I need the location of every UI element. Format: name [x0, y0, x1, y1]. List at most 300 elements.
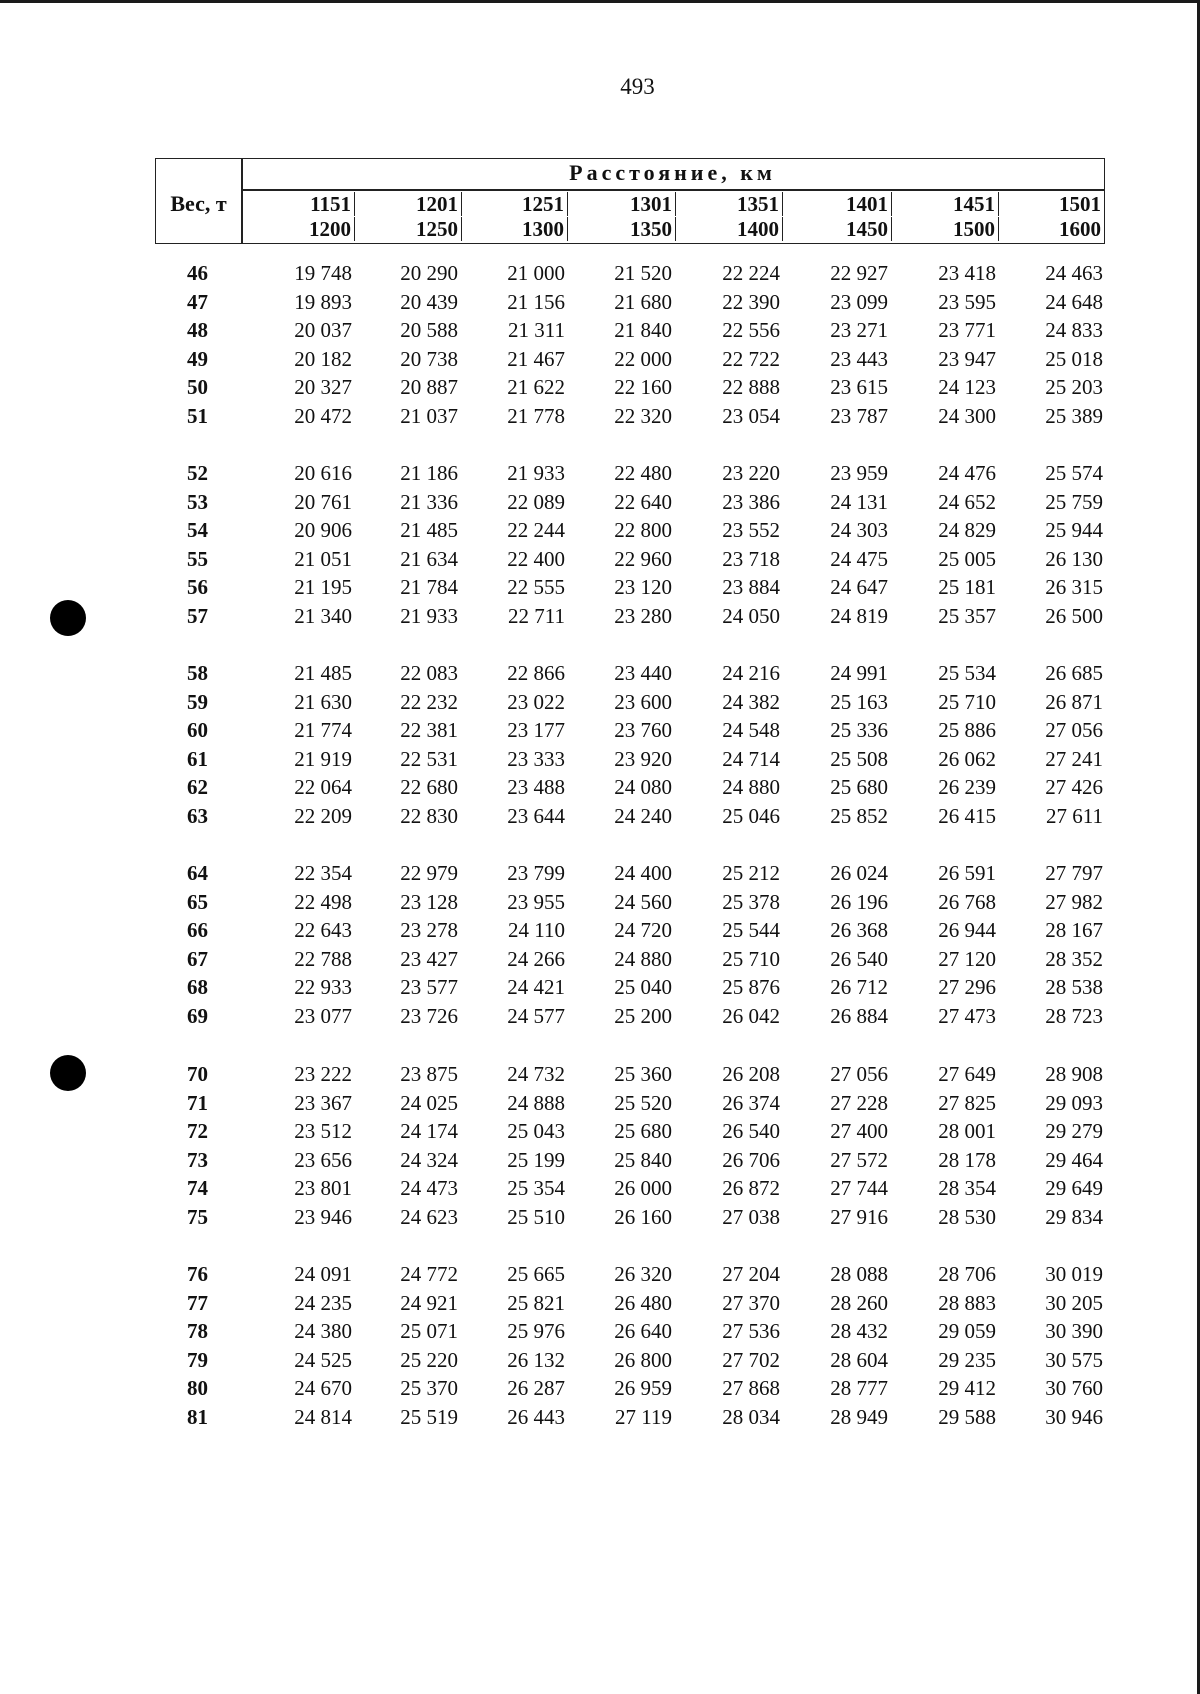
tariff-cell: 21 051	[294, 546, 352, 571]
tariff-cell: 26 130	[1045, 546, 1103, 571]
table-row	[0, 547, 1200, 575]
weight-cell: 49	[187, 346, 208, 371]
tariff-cell: 27 916	[830, 1205, 888, 1229]
weight-cell: 74	[187, 1176, 208, 1201]
tariff-cell: 29 834	[1045, 1205, 1103, 1229]
tariff-cell: 25 378	[722, 889, 780, 914]
tariff-cell: 27 296	[938, 975, 996, 1000]
tariff-cell: 22 232	[400, 689, 458, 714]
tariff-cell: 22 555	[507, 575, 565, 600]
tariff-cell: 28 949	[830, 1405, 888, 1429]
range-to: 1600	[1059, 217, 1105, 241]
tariff-cell: 21 000	[507, 261, 565, 285]
tariff-cell: 25 886	[938, 718, 996, 743]
tariff-cell: 24 720	[614, 918, 672, 943]
tariff-cell: 22 711	[508, 604, 565, 628]
tariff-cell: 24 648	[1045, 289, 1103, 314]
tariff-cell: 23 488	[507, 775, 565, 800]
tariff-cell: 24 991	[830, 661, 888, 685]
table-row	[0, 290, 1200, 318]
tariff-cell: 23 386	[722, 489, 780, 514]
tariff-cell: 25 220	[400, 1347, 458, 1372]
tariff-cell: 26 062	[938, 746, 996, 771]
tariff-cell: 25 519	[400, 1405, 458, 1429]
weight-cell: 69	[187, 1004, 208, 1028]
tariff-cell: 24 421	[507, 975, 565, 1000]
weight-cell: 67	[187, 946, 208, 971]
tariff-cell: 23 884	[722, 575, 780, 600]
tariff-cell: 28 354	[938, 1176, 996, 1201]
tariff-cell: 20 327	[294, 375, 352, 400]
tariff-cell: 26 800	[614, 1347, 672, 1372]
range-to: 1450	[846, 217, 892, 241]
table-row	[0, 404, 1200, 432]
weight-cell: 55	[187, 546, 208, 571]
tariff-cell: 25 005	[938, 546, 996, 571]
tariff-cell: 23 947	[938, 346, 996, 371]
table-row	[0, 1091, 1200, 1119]
tariff-cell: 21 195	[294, 575, 352, 600]
tariff-cell: 22 224	[722, 261, 780, 285]
tariff-cell: 21 520	[614, 261, 672, 285]
tariff-cell: 25 018	[1045, 346, 1103, 371]
tariff-cell: 27 982	[1045, 889, 1103, 914]
header-divider	[241, 189, 1104, 191]
tariff-cell: 23 512	[294, 1119, 352, 1144]
table-row	[0, 747, 1200, 775]
tariff-cell: 23 280	[614, 604, 672, 628]
tariff-cell: 23 615	[830, 375, 888, 400]
tariff-cell: 24 560	[614, 889, 672, 914]
tariff-cell: 25 389	[1045, 404, 1103, 428]
tariff-cell: 25 046	[722, 804, 780, 828]
tariff-cell: 27 536	[722, 1319, 780, 1344]
tariff-cell: 23 222	[294, 1062, 352, 1086]
distance-range-header	[1025, 192, 1105, 242]
tariff-cell: 21 840	[614, 318, 672, 343]
tariff-cell: 24 123	[938, 375, 996, 400]
tariff-cell: 22 643	[294, 918, 352, 943]
tariff-cell: 26 871	[1045, 689, 1103, 714]
tariff-cell: 24 050	[722, 604, 780, 628]
table-row	[0, 1319, 1200, 1347]
tariff-cell: 25 680	[830, 775, 888, 800]
table-row	[0, 918, 1200, 946]
tariff-cell: 24 888	[507, 1090, 565, 1115]
table-row	[0, 690, 1200, 718]
tariff-cell: 25 534	[938, 661, 996, 685]
tariff-cell: 28 883	[938, 1290, 996, 1315]
tariff-cell: 21 485	[294, 661, 352, 685]
tariff-cell: 19 893	[294, 289, 352, 314]
weight-column-header: Вес, т	[170, 191, 227, 216]
weight-cell: 58	[187, 661, 208, 685]
tariff-cell: 25 336	[830, 718, 888, 743]
tariff-cell: 20 037	[294, 318, 352, 343]
tariff-cell: 23 427	[400, 946, 458, 971]
weight-cell: 61	[187, 746, 208, 771]
table-row	[0, 461, 1200, 489]
tariff-cell: 20 290	[400, 261, 458, 285]
tariff-cell: 28 034	[722, 1405, 780, 1429]
tariff-cell: 25 710	[938, 689, 996, 714]
tariff-cell: 24 235	[294, 1290, 352, 1315]
tariff-cell: 21 467	[507, 346, 565, 371]
tariff-cell: 26 500	[1045, 604, 1103, 628]
tariff-cell: 22 000	[614, 346, 672, 371]
tariff-cell: 24 110	[508, 918, 565, 943]
tariff-cell: 30 575	[1045, 1347, 1103, 1372]
tariff-cell: 25 199	[507, 1147, 565, 1172]
tariff-cell: 27 868	[722, 1376, 780, 1401]
tariff-cell: 24 025	[400, 1090, 458, 1115]
weight-cell: 68	[187, 975, 208, 1000]
tariff-cell: 25 944	[1045, 518, 1103, 543]
tariff-cell: 22 160	[614, 375, 672, 400]
weight-cell: 46	[187, 261, 208, 285]
distance-range-header	[812, 192, 892, 242]
distance-range-header	[488, 192, 568, 242]
tariff-cell: 21 634	[400, 546, 458, 571]
tariff-cell: 27 241	[1045, 746, 1103, 771]
table-row	[0, 718, 1200, 746]
tariff-cell: 27 056	[830, 1062, 888, 1086]
tariff-cell: 25 821	[507, 1290, 565, 1315]
tariff-cell: 23 367	[294, 1090, 352, 1115]
tariff-cell: 26 315	[1045, 575, 1103, 600]
tariff-cell: 29 588	[938, 1405, 996, 1429]
tariff-cell: 24 174	[400, 1119, 458, 1144]
tariff-cell: 26 944	[938, 918, 996, 943]
distance-header: Расстояние, км	[569, 160, 776, 185]
tariff-cell: 24 080	[614, 775, 672, 800]
table-row	[0, 604, 1200, 632]
tariff-cell: 28 167	[1045, 918, 1103, 943]
tariff-cell: 24 266	[507, 946, 565, 971]
table-row	[0, 1205, 1200, 1233]
tariff-cell: 25 200	[614, 1004, 672, 1028]
tariff-cell: 27 649	[938, 1062, 996, 1086]
tariff-cell: 23 801	[294, 1176, 352, 1201]
tariff-cell: 21 774	[294, 718, 352, 743]
tariff-cell: 22 556	[722, 318, 780, 343]
tariff-cell: 25 840	[614, 1147, 672, 1172]
tariff-cell: 20 906	[294, 518, 352, 543]
weight-cell: 70	[187, 1062, 208, 1086]
tariff-cell: 23 443	[830, 346, 888, 371]
tariff-cell: 24 091	[294, 1262, 352, 1286]
tariff-cell: 28 530	[938, 1205, 996, 1229]
tariff-cell: 22 320	[614, 404, 672, 428]
tariff-cell: 21 933	[507, 461, 565, 485]
tariff-cell: 23 022	[507, 689, 565, 714]
tariff-cell: 25 520	[614, 1090, 672, 1115]
tariff-cell: 26 368	[830, 918, 888, 943]
tariff-cell: 25 212	[722, 861, 780, 885]
tariff-cell: 23 577	[400, 975, 458, 1000]
tariff-cell: 22 498	[294, 889, 352, 914]
range-to: 1250	[416, 217, 462, 241]
tariff-cell: 27 426	[1045, 775, 1103, 800]
tariff-cell: 25 181	[938, 575, 996, 600]
tariff-cell: 22 480	[614, 461, 672, 485]
tariff-cell: 24 772	[400, 1262, 458, 1286]
tariff-cell: 22 390	[722, 289, 780, 314]
weight-cell: 47	[187, 289, 208, 314]
tariff-cell: 29 412	[938, 1376, 996, 1401]
tariff-cell: 26 872	[722, 1176, 780, 1201]
tariff-cell: 23 920	[614, 746, 672, 771]
tariff-cell: 24 652	[938, 489, 996, 514]
tariff-cell: 26 706	[722, 1147, 780, 1172]
tariff-cell: 24 300	[938, 404, 996, 428]
weight-cell: 59	[187, 689, 208, 714]
weight-cell: 56	[187, 575, 208, 600]
tariff-cell: 23 054	[722, 404, 780, 428]
distance-range-header	[596, 192, 676, 242]
table-row	[0, 661, 1200, 689]
tariff-cell: 30 760	[1045, 1376, 1103, 1401]
tariff-cell: 22 888	[722, 375, 780, 400]
tariff-cell: 24 714	[722, 746, 780, 771]
tariff-cell: 27 056	[1045, 718, 1103, 743]
range-from: 1401	[846, 192, 892, 216]
tariff-cell: 24 463	[1045, 261, 1103, 285]
tariff-cell: 22 960	[614, 546, 672, 571]
tariff-cell: 28 604	[830, 1347, 888, 1372]
distance-range-header	[275, 192, 355, 242]
table-row	[0, 1062, 1200, 1090]
tariff-cell: 26 287	[507, 1376, 565, 1401]
tariff-cell: 23 271	[830, 318, 888, 343]
weight-cell: 51	[187, 404, 208, 428]
table-row	[0, 261, 1200, 289]
tariff-cell: 27 370	[722, 1290, 780, 1315]
tariff-cell: 22 800	[614, 518, 672, 543]
tariff-cell: 24 921	[400, 1290, 458, 1315]
table-row	[0, 490, 1200, 518]
tariff-cell: 29 059	[938, 1319, 996, 1344]
tariff-cell: 22 400	[507, 546, 565, 571]
tariff-cell: 21 622	[507, 375, 565, 400]
tariff-cell: 24 382	[722, 689, 780, 714]
tariff-cell: 25 203	[1045, 375, 1103, 400]
tariff-cell: 22 083	[400, 661, 458, 685]
tariff-cell: 24 647	[830, 575, 888, 600]
weight-cell: 71	[187, 1090, 208, 1115]
table-row	[0, 518, 1200, 546]
range-from: 1301	[630, 192, 676, 216]
tariff-cell: 27 797	[1045, 861, 1103, 885]
tariff-cell: 22 640	[614, 489, 672, 514]
tariff-cell: 25 357	[938, 604, 996, 628]
range-from: 1201	[416, 192, 462, 216]
tariff-cell: 25 544	[722, 918, 780, 943]
tariff-cell: 25 876	[722, 975, 780, 1000]
tariff-cell: 22 244	[507, 518, 565, 543]
tariff-cell: 21 336	[400, 489, 458, 514]
range-from: 1451	[953, 192, 999, 216]
tariff-cell: 22 381	[400, 718, 458, 743]
table-row	[0, 1262, 1200, 1290]
tariff-cell: 22 354	[294, 861, 352, 885]
page-number: 493	[620, 74, 655, 99]
tariff-cell: 26 540	[830, 946, 888, 971]
tariff-cell: 22 089	[507, 489, 565, 514]
weight-cell: 76	[187, 1262, 208, 1286]
tariff-cell: 27 572	[830, 1147, 888, 1172]
tariff-cell: 27 744	[830, 1176, 888, 1201]
tariff-cell: 28 260	[830, 1290, 888, 1315]
tariff-cell: 26 712	[830, 975, 888, 1000]
tariff-cell: 25 040	[614, 975, 672, 1000]
tariff-cell: 29 649	[1045, 1176, 1103, 1201]
tariff-cell: 22 722	[722, 346, 780, 371]
tariff-cell: 20 616	[294, 461, 352, 485]
tariff-cell: 26 480	[614, 1290, 672, 1315]
tariff-cell: 30 019	[1045, 1262, 1103, 1286]
tariff-cell: 23 278	[400, 918, 458, 943]
tariff-cell: 26 443	[507, 1405, 565, 1429]
tariff-cell: 30 390	[1045, 1319, 1103, 1344]
tariff-cell: 29 279	[1045, 1119, 1103, 1144]
tariff-cell: 23 771	[938, 318, 996, 343]
tariff-cell: 23 959	[830, 461, 888, 485]
weight-cell: 64	[187, 861, 208, 885]
tariff-cell: 21 680	[614, 289, 672, 314]
tariff-cell: 24 240	[614, 804, 672, 828]
tariff-cell: 24 380	[294, 1319, 352, 1344]
weight-cell: 73	[187, 1147, 208, 1172]
tariff-cell: 24 131	[830, 489, 888, 514]
tariff-cell: 22 933	[294, 975, 352, 1000]
distance-range-header	[919, 192, 999, 242]
tariff-cell: 25 759	[1045, 489, 1103, 514]
table-row	[0, 318, 1200, 346]
tariff-cell: 27 119	[615, 1405, 672, 1429]
weight-cell: 78	[187, 1319, 208, 1344]
table-row	[0, 1348, 1200, 1376]
tariff-cell: 23 595	[938, 289, 996, 314]
table-row	[0, 804, 1200, 832]
tariff-cell: 26 024	[830, 861, 888, 885]
tariff-cell: 27 825	[938, 1090, 996, 1115]
tariff-cell: 25 071	[400, 1319, 458, 1344]
tariff-cell: 26 160	[614, 1205, 672, 1229]
tariff-cell: 21 186	[400, 461, 458, 485]
tariff-cell: 20 588	[400, 318, 458, 343]
tariff-cell: 20 887	[400, 375, 458, 400]
tariff-cell: 24 814	[294, 1405, 352, 1429]
tariff-cell: 26 374	[722, 1090, 780, 1115]
table-row	[0, 947, 1200, 975]
tariff-cell: 26 640	[614, 1319, 672, 1344]
tariff-cell: 23 946	[294, 1205, 352, 1229]
table-row	[0, 861, 1200, 889]
tariff-cell: 23 955	[507, 889, 565, 914]
tariff-cell: 23 418	[938, 261, 996, 285]
distance-range-header	[703, 192, 783, 242]
tariff-cell: 20 738	[400, 346, 458, 371]
tariff-cell: 25 508	[830, 746, 888, 771]
tariff-cell: 24 473	[400, 1176, 458, 1201]
tariff-cell: 25 360	[614, 1062, 672, 1086]
tariff-cell: 21 485	[400, 518, 458, 543]
table-row	[0, 375, 1200, 403]
tariff-cell: 24 670	[294, 1376, 352, 1401]
table-row	[0, 975, 1200, 1003]
tariff-cell: 20 439	[400, 289, 458, 314]
tariff-cell: 26 196	[830, 889, 888, 914]
weight-cell: 54	[187, 518, 208, 543]
range-to: 1200	[309, 217, 355, 241]
tariff-cell: 24 577	[507, 1004, 565, 1028]
tariff-cell: 24 324	[400, 1147, 458, 1172]
tariff-cell: 28 088	[830, 1262, 888, 1286]
tariff-cell: 26 415	[938, 804, 996, 828]
tariff-cell: 23 644	[507, 804, 565, 828]
range-to: 1400	[737, 217, 783, 241]
tariff-cell: 21 919	[294, 746, 352, 771]
tariff-cell: 25 510	[507, 1205, 565, 1229]
tariff-cell: 20 182	[294, 346, 352, 371]
tariff-cell: 26 042	[722, 1004, 780, 1028]
tariff-cell: 27 120	[938, 946, 996, 971]
tariff-cell: 26 239	[938, 775, 996, 800]
tariff-cell: 24 216	[722, 661, 780, 685]
tariff-cell: 24 623	[400, 1205, 458, 1229]
tariff-cell: 26 959	[614, 1376, 672, 1401]
tariff-cell: 26 685	[1045, 661, 1103, 685]
tariff-cell: 21 630	[294, 689, 352, 714]
weight-cell: 75	[187, 1205, 208, 1229]
table-row	[0, 775, 1200, 803]
tariff-cell: 29 235	[938, 1347, 996, 1372]
table-row	[0, 1148, 1200, 1176]
tariff-cell: 25 680	[614, 1119, 672, 1144]
tariff-cell: 23 600	[614, 689, 672, 714]
weight-cell: 57	[187, 604, 208, 628]
tariff-cell: 20 761	[294, 489, 352, 514]
tariff-cell: 23 726	[400, 1004, 458, 1028]
tariff-cell: 24 819	[830, 604, 888, 628]
tariff-cell: 26 768	[938, 889, 996, 914]
range-from: 1251	[522, 192, 568, 216]
tariff-cell: 25 976	[507, 1319, 565, 1344]
table-header	[155, 158, 1105, 244]
tariff-cell: 23 760	[614, 718, 672, 743]
tariff-cell: 30 205	[1045, 1290, 1103, 1315]
tariff-cell: 28 908	[1045, 1062, 1103, 1086]
tariff-cell: 26 000	[614, 1176, 672, 1201]
tariff-cell: 24 476	[938, 461, 996, 485]
weight-cell: 80	[187, 1376, 208, 1401]
tariff-cell: 22 927	[830, 261, 888, 285]
tariff-cell: 23 440	[614, 661, 672, 685]
tariff-cell: 23 120	[614, 575, 672, 600]
tariff-cell: 29 464	[1045, 1147, 1103, 1172]
tariff-cell: 25 370	[400, 1376, 458, 1401]
tariff-cell: 28 538	[1045, 975, 1103, 1000]
tariff-cell: 24 880	[722, 775, 780, 800]
tariff-cell: 23 875	[400, 1062, 458, 1086]
tariff-cell: 27 702	[722, 1347, 780, 1372]
weight-cell: 65	[187, 889, 208, 914]
range-to: 1300	[522, 217, 568, 241]
tariff-cell: 25 665	[507, 1262, 565, 1286]
tariff-cell: 27 473	[938, 1004, 996, 1028]
scan-border-top	[0, 0, 1200, 3]
